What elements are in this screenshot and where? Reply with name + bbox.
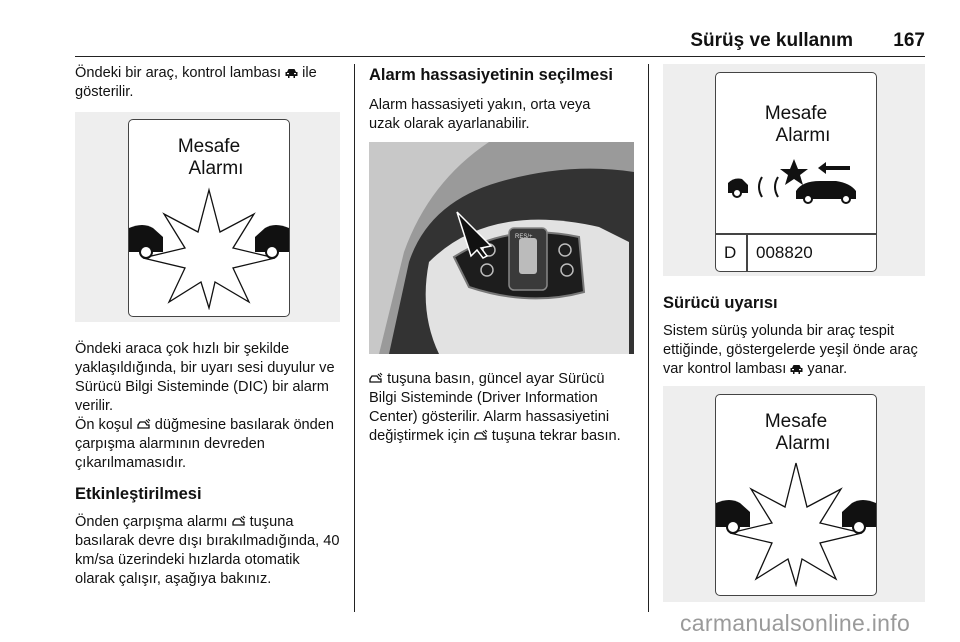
sensitivity-instructions — [369, 370, 634, 446]
driver-warning-paragraph — [663, 322, 925, 379]
collision-alert-button-icon — [137, 418, 151, 430]
panel-code-letter: D — [724, 243, 737, 262]
precondition-text-a: Ön koşul — [75, 417, 133, 433]
panel-title-line1: Mesafe — [764, 411, 828, 432]
column-divider — [648, 64, 649, 612]
sensitivity-intro: Alarm hassasiyeti yakın, orta veya uzak olarak ayarlanabilir. — [369, 97, 591, 132]
dic-panel — [715, 72, 877, 272]
driver-alert-figure — [663, 386, 925, 602]
column-middle — [369, 64, 634, 444]
page-header — [75, 30, 925, 57]
panel-separator — [716, 233, 876, 235]
watermark: carmanualsonline.info — [680, 610, 911, 636]
activation-heading: Etkinleştirilmesi — [75, 485, 202, 503]
car-front-icon — [285, 68, 298, 78]
intro-text-a: Öndeki bir araç, kontrol lambası — [75, 65, 282, 81]
panel-title-line2: Alarmı — [775, 125, 831, 146]
sensitivity-display-figure — [663, 64, 925, 276]
warning-paragraph: Öndeki araca çok hızlı bir şekilde yaklaşıldığında, bir uyarı sesi duyulur ve Sürücü Bilgi Sisteminde (DIC) bir alarm verilir. — [75, 341, 335, 414]
column-left — [75, 64, 340, 587]
dic-panel — [128, 119, 290, 317]
activation-paragraph — [75, 513, 340, 589]
column-divider — [354, 64, 355, 612]
panel-title-line1: Mesafe — [764, 103, 828, 124]
intro-text-b: ile gösterilir. — [75, 65, 317, 100]
precondition-text-b: düğmesine basılarak önden çarpışma alarmının devreden çıkarılmamasıdır. — [75, 417, 335, 471]
collision-star-icon — [129, 180, 289, 310]
driver-warning-text-a: Sistem sürüş yolunda bir araç tespit ettiğinde, göstergelerde yeşil önde araç var kontrol lambası — [663, 323, 918, 377]
car-front-icon — [790, 364, 803, 374]
panel-separator — [746, 233, 748, 271]
precondition-paragraph — [75, 416, 340, 473]
wheel-res-label: RES/+ — [515, 234, 533, 240]
driver-warning-text-b: yanar. — [807, 361, 848, 377]
steering-wheel-image — [369, 142, 634, 354]
collision-alert-button-icon — [369, 372, 383, 384]
collision-alert-button-icon — [474, 429, 488, 441]
collision-star-icon — [716, 455, 876, 587]
activation-text-a: Önden çarpışma alarmı — [75, 514, 228, 530]
page-number: 167 — [893, 30, 925, 51]
panel-code-value: 008820 — [756, 243, 813, 262]
section-title: Sürüş ve kullanım — [690, 30, 853, 51]
sensitivity-heading: Alarm hassasiyetinin seçilmesi — [369, 66, 613, 84]
dic-panel — [715, 394, 877, 596]
sensitivity-text-b: tuşuna tekrar basın. — [491, 428, 621, 444]
intro-paragraph — [75, 64, 340, 102]
panel-title-line1: Mesafe — [177, 136, 241, 157]
collision-alert-button-icon — [232, 515, 246, 527]
panel-title-line2: Alarmı — [775, 433, 831, 454]
distance-alert-figure — [75, 112, 340, 322]
driver-warning-heading: Sürücü uyarısı — [663, 294, 778, 312]
panel-title-line2: Alarmı — [188, 158, 244, 179]
activation-text-b: tuşuna basılarak devre dışı bırakılmadığında, 40 km/sa üzerindeki hızlarda otomatik olarak çalışır, aşağıya bakınız. — [75, 514, 340, 587]
following-distance-icon — [724, 157, 868, 207]
sensitivity-text-a: tuşuna basın, güncel ayar Sürücü Bilgi Sisteminde (Driver Information Center) gösterilir. Alarm hassasiyetini değiştirmek için — [369, 371, 610, 444]
steering-wheel-figure — [369, 142, 634, 354]
